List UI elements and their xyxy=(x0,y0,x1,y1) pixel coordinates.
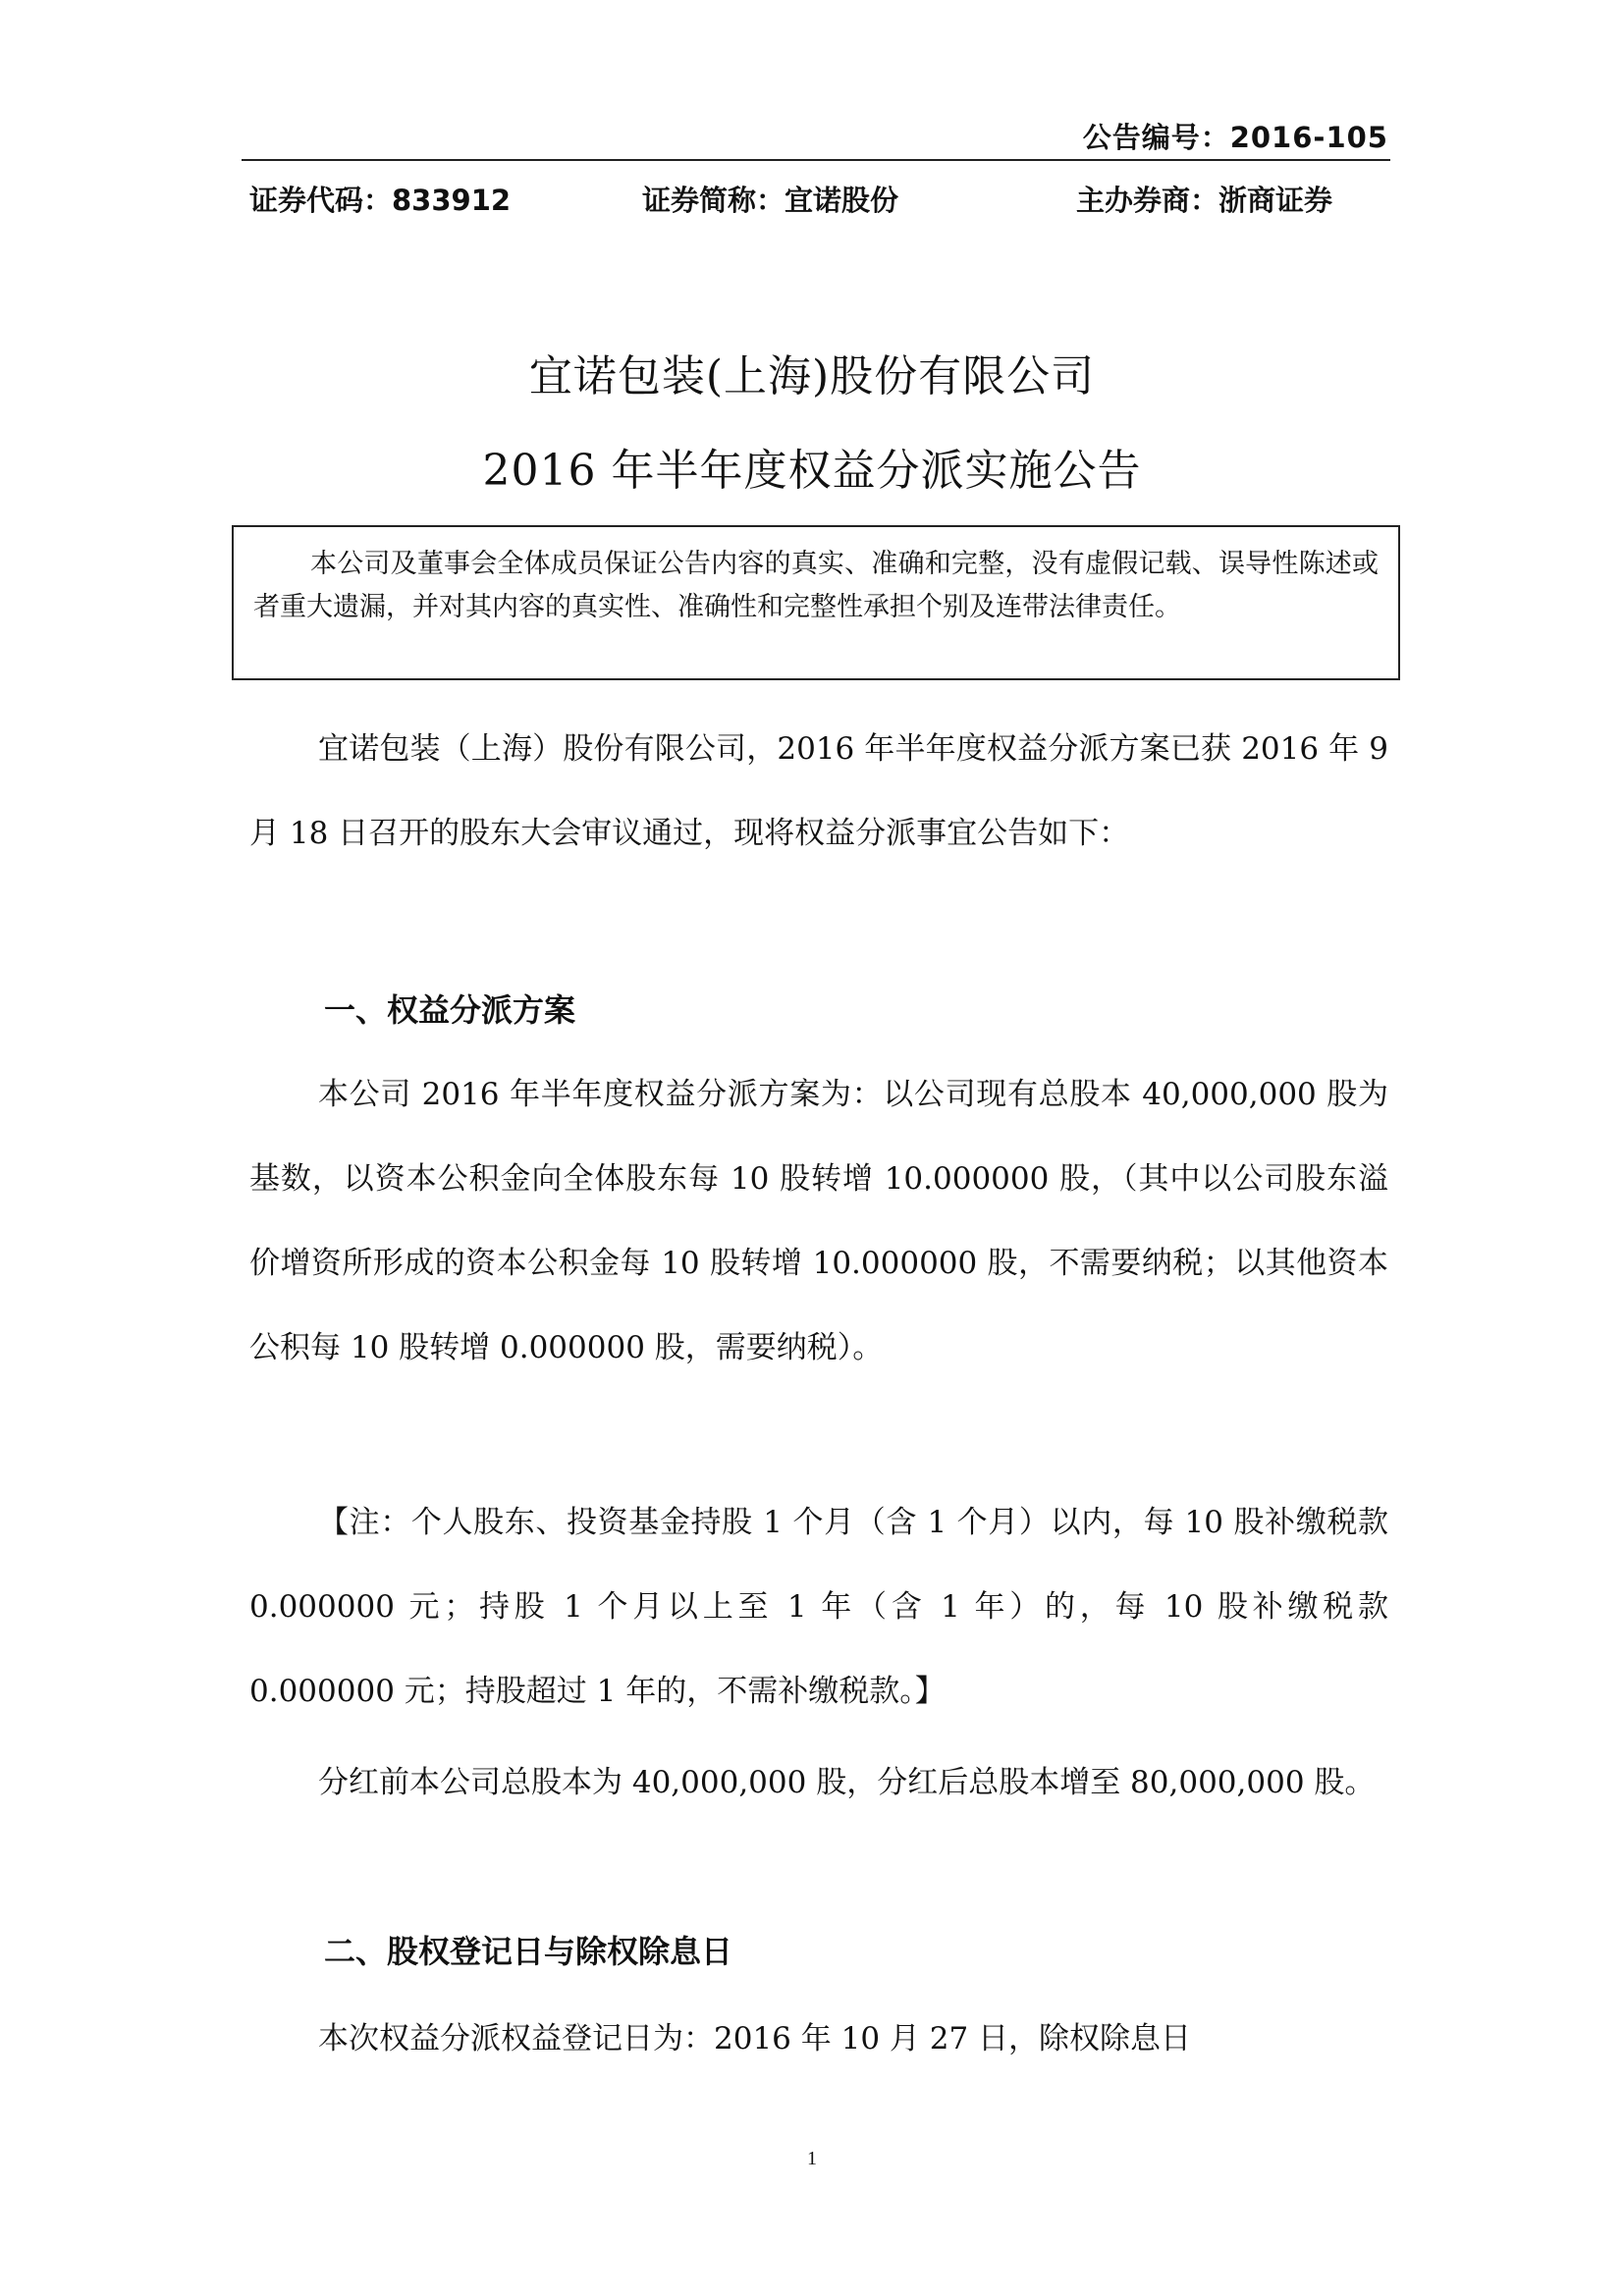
disclaimer-box xyxy=(232,525,1400,680)
tax-note-block xyxy=(249,1480,1388,1734)
securities-abbreviation: 证券简称：宜诺股份 xyxy=(642,184,899,217)
document-title-company: 宜诺包装(上海)股份有限公司 xyxy=(528,351,1096,401)
notice-number: 公告编号：2016-105 xyxy=(1082,121,1388,154)
section-1-plan-block xyxy=(249,1052,1388,1390)
intro-section xyxy=(249,707,1388,876)
share-capital-paragraph: 分红前本公司总股本为 40,000,000 股，分红后总股本增至 80,000,000 股。 xyxy=(318,1765,1376,1800)
tax-note-paragraph: 【注：个人股东、投资基金持股 1 个月（含 1 个月）以内，每 10 股补缴税款 0.000000 元；持股 1 个月以上至 1 年（含 1 年）的，每 10 股补缴税款 0.000000 元；持股超过 1 年的，不需补缴税款。】 xyxy=(249,1505,1388,1709)
section-2-text-block xyxy=(249,1997,1388,2081)
distribution-plan-paragraph: 本公司 2016 年半年度权益分派方案为：以公司现有总股本 40,000,000 股为基数，以资本公积金向全体股东每 10 股转增 10.000000 股，（其中以公司股东溢价增资所形成的资本公积金每 10 股转增 10.000000 股，不需要纳税；以其他资本公积每 10 股转增 0.000000 股，需要纳税）。 xyxy=(249,1077,1388,1365)
record-date-paragraph: 本次权益分派权益登记日为：2016 年 10 月 27 日，除权除息日 xyxy=(318,2021,1192,2056)
lead-broker: 主办券商：浙商证券 xyxy=(1076,184,1333,217)
section-2-heading: 二、股权登记日与除权除息日 xyxy=(324,1933,733,1970)
intro-paragraph: 宜诺包装（上海）股份有限公司，2016 年半年度权益分派方案已获 2016 年 9 月 18 日召开的股东大会审议通过，现将权益分派事宜公告如下： xyxy=(249,731,1388,851)
section-1-heading: 一、权益分派方案 xyxy=(324,991,576,1029)
share-capital-block xyxy=(249,1740,1388,1825)
section-1-heading-block xyxy=(249,968,1388,1052)
disclaimer-text: 本公司及董事会全体成员保证公告内容的真实、准确和完整，没有虚假记载、误导性陈述或者重大遗漏，并对其内容的真实性、准确性和完整性承担个别及连带法律责任。 xyxy=(253,549,1379,622)
securities-code: 证券代码：833912 xyxy=(249,184,512,217)
section-2-heading-block xyxy=(249,1909,1388,1994)
header-rule xyxy=(242,159,1390,161)
document-title-announcement: 2016 年半年度权益分派实施公告 xyxy=(482,446,1142,496)
page-number: 1 xyxy=(807,2148,817,2169)
header-info-row xyxy=(249,179,1379,222)
